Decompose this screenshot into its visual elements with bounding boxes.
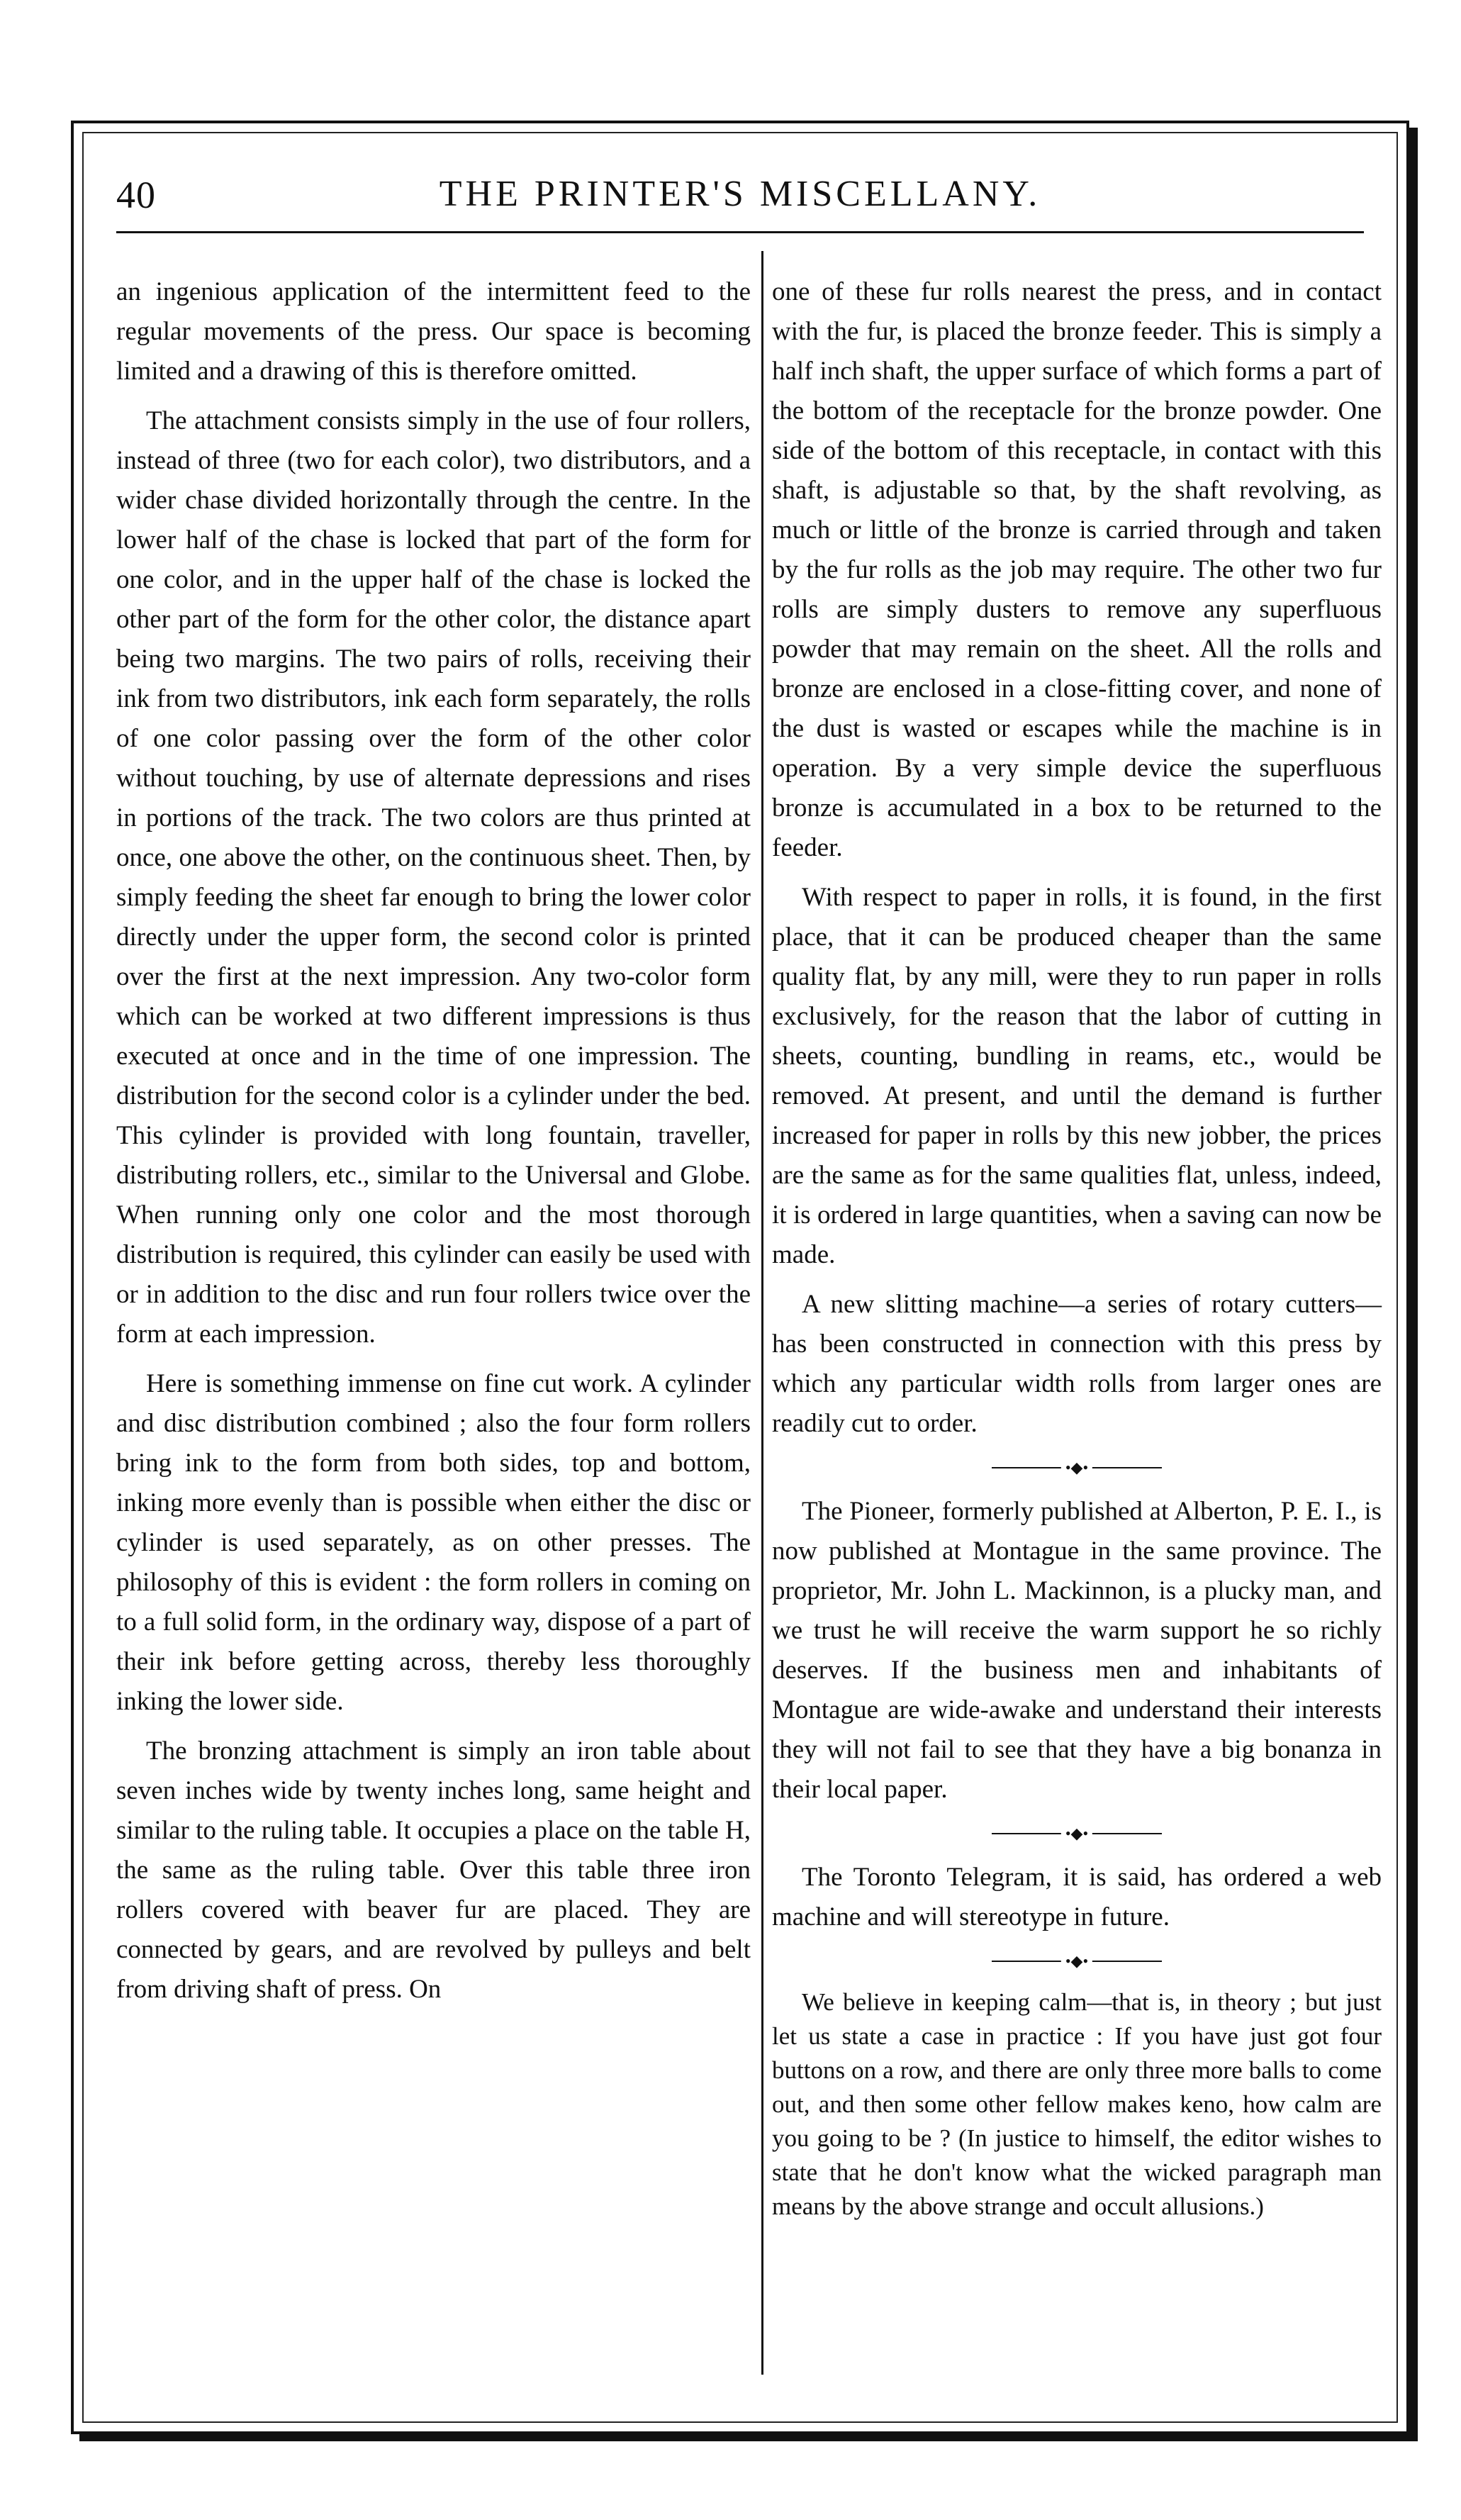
section-separator xyxy=(992,1822,1162,1845)
page-header xyxy=(116,173,1364,244)
section-separator xyxy=(992,1456,1162,1479)
paragraph-fine-cut-work: Here is something immense on fine cut work. A cylinder and disc distribution combined ; also the four form rollers bring ink to the form from both sides, top and bottom, inking more evenly than is possible when either the disc or cylinder is used separately, as on other presses. The philosophy of this is evident : the form rollers in coming on to a full solid form, in the ordinary way, dispose of a part of their ink before getting across, thereby less thoroughly inking the lower side. xyxy=(116,1369,751,1716)
separator-ornament: •◆• xyxy=(1061,1953,1092,1970)
paragraph-keeping-calm: We believe in keeping calm—that is, in theory ; but just let us state a case in practice : If you have just got four buttons on a row, and there are only three more balls to come out, and then some other fellow makes keno, how calm are you going to be ? (In justice to himself, the editor wishes to state that he don't know what the wicked paragraph man means by the above strange and occult allusions.) xyxy=(772,1988,1382,2220)
paragraph-paper-in-rolls: With respect to paper in rolls, it is found, in the first place, that it can be produced cheaper than the same quality flat, by any mill, were they to run paper in rolls exclusively, for the reason that the labor of cutting in sheets, counting, bundling in reams, etc., would be removed. At present, and until the demand is further increased for paper in rolls by this new jobber, the prices are the same as for the same qualities flat, unless, indeed, it is ordered in large quantities, when a saving can now be made. xyxy=(772,883,1382,1269)
right-column xyxy=(772,272,1382,2234)
paragraph-slitting-machine: A new slitting machine—a series of rotary cutters—has been constructed in connection with this press by which any particular width rolls from larger ones are readily cut to order. xyxy=(772,1290,1382,1438)
header-rule xyxy=(116,231,1364,233)
paragraph-pioneer-news: The Pioneer, formerly published at Alberton, P. E. I., is now published at Montague in the same province. The proprietor, Mr. John L. Mackinnon, is a plucky man, and we trust he will receive the warm support he so richly deserves. If the business men and inhabitants of Montague are wide-awake and understand their interests they will not fail to see that they have a big bonanza in their local paper. xyxy=(772,1497,1382,1804)
paragraph-bronzing-attachment: The bronzing attachment is simply an iron table about seven inches wide by twenty inches long, same height and similar to the ruling table. It occupies a place on the table H, the same as the ruling table. Over this table three iron rollers covered with beaver fur are placed. They are connected by gears, and are revolved by pulleys and belt from driving shaft of press. On xyxy=(116,1736,751,2004)
paragraph-bronze-feeder: one of these fur rolls nearest the press, and in contact with the fur, is placed the bronze feeder. This is simply a half inch shaft, the upper surface of which forms a part of the bottom of the receptacle for the bronze powder. One side of the bottom of this receptacle, in contact with this shaft, is adjustable so that, by the shaft revolving, as much or little of the bronze is carried through and taken by the fur rolls as the job may require. The other two fur rolls are simply dusters to remove any superfluous powder that may remain on the sheet. All the rolls and bronze are enclosed in a close-fitting cover, and none of the dust is wasted or escapes while the machine is in operation. By a very simple device the superfluous bronze is accumulated in a box to be returned to the feeder. xyxy=(772,277,1382,862)
separator-ornament: •◆• xyxy=(1061,1825,1092,1842)
page-number: 40 xyxy=(116,174,156,216)
paragraph-feed-continuation: an ingenious application of the intermittent feed to the regular movements of the press. Our space is becoming limited and a drawing of this is therefore omitted. xyxy=(116,277,751,386)
left-column xyxy=(116,272,751,2019)
column-rule xyxy=(761,251,763,2375)
paragraph-attachment: The attachment consists simply in the use of four rollers, instead of three (two for each color), two distributors, and a wider chase divided horizontally through the centre. In the lower half of the chase is locked that part of the form for one color, and in the upper half of the chase is locked the other part of the form for the other color, the distance apart being two margins. The two pairs of rolls, receiving their ink from two distributors, ink each form separately, the rolls of one color passing over the form of the other color without touching, by use of alternate depressions and rises in portions of the track. The two colors are thus printed at once, one above the other, on the continuous sheet. Then, by simply feeding the sheet far enough to bring the lower color directly under the upper form, the second color is printed over the first at the next impression. Any two-color form which can be worked at two different impressions is thus executed at once and in the time of one impression. The distribution for the second color is a cylinder under the bed. This cylinder is provided with long fountain, traveller, distributing rollers, etc., similar to the Universal and Globe. When running only one color and the most thorough distribution is required, this cylinder can easily be used with or in addition to the disc and run four rollers twice over the form at each impression. xyxy=(116,406,751,1349)
running-title: THE PRINTER'S MISCELLANY. xyxy=(439,174,1041,214)
section-separator xyxy=(992,1950,1162,1973)
separator-ornament: •◆• xyxy=(1061,1459,1092,1476)
paragraph-toronto-telegram: The Toronto Telegram, it is said, has ordered a web machine and will stereotype in future. xyxy=(772,1863,1382,1931)
page-frame xyxy=(71,121,1409,2434)
